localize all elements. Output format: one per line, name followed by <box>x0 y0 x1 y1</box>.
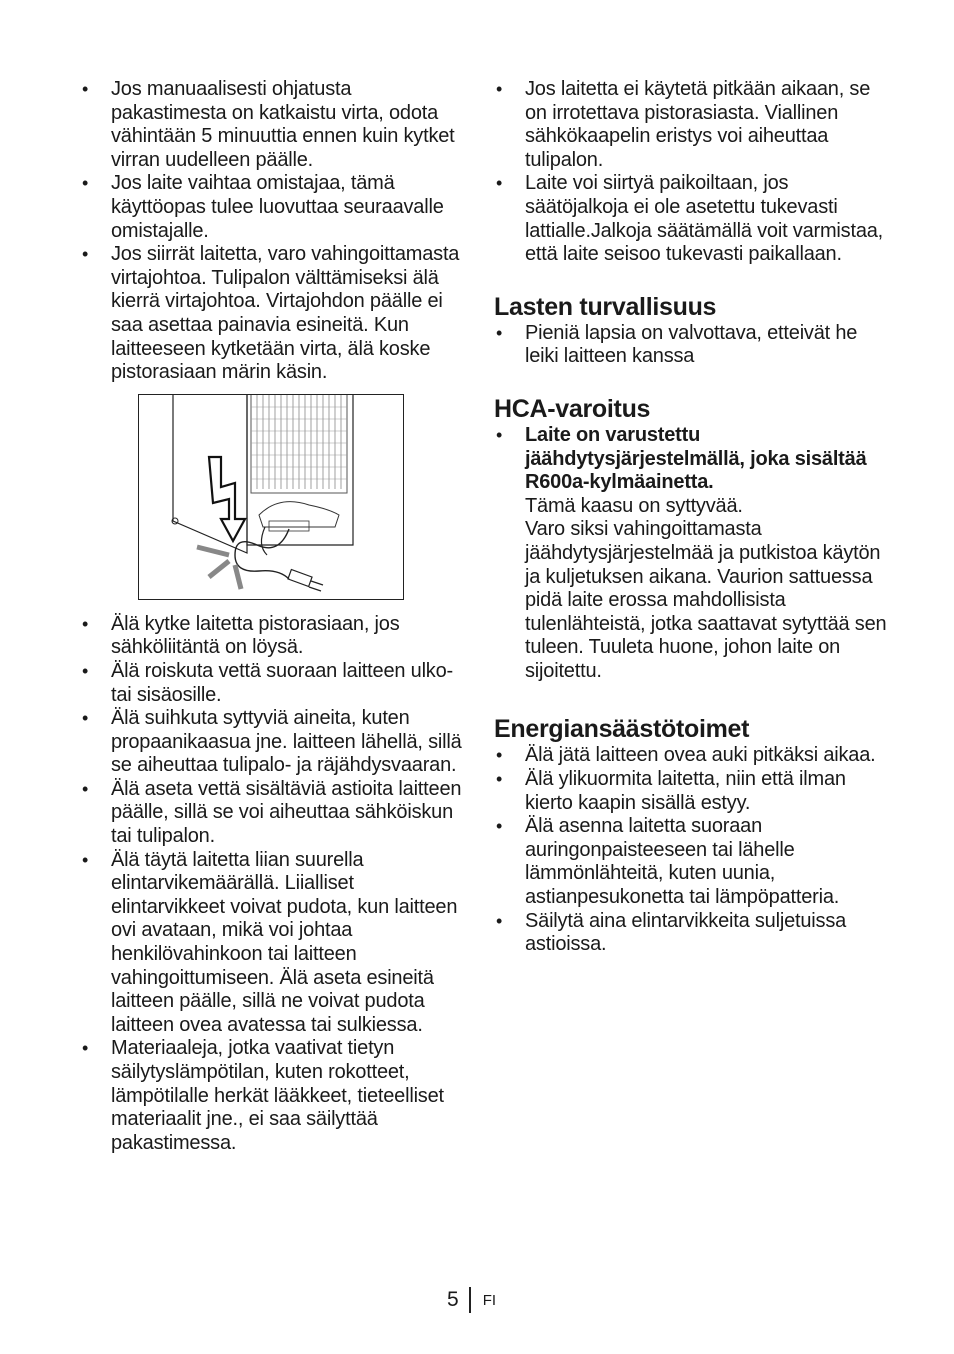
left-bullets-top <box>80 78 470 385</box>
footer-divider <box>469 1287 471 1313</box>
page-number: 5 <box>447 1288 459 1311</box>
energy-list <box>494 744 894 956</box>
list-item: • Säilytä aina elintarvikkeita suljetuissa astioissa. <box>494 910 894 957</box>
hca-bold-text: Laite on varustettu jäähdytysjärjestelmällä, joka sisältää R600a-kylmäainetta. <box>525 423 867 494</box>
list-item: • Laite voi siirtyä paikoiltaan, jos säätöjalkoja ei ole asetettu tukevasti lattialle.Jalkoja säätämällä voit varmistaa, että laite seisoo tukevasti paikallaan. <box>494 172 894 266</box>
list-item: • Jos laitetta ei käytetä pitkään aikaan, se on irrotettava pistorasiasta. Viallinen sähkökaapelin eristys voi aiheuttaa tulipalon. <box>494 78 894 172</box>
list-item: • Jos laite vaihtaa omistajaa, tämä käyttöopas tulee luovuttaa seuraavalle omistajalle. <box>80 172 470 243</box>
fridge-back-plug-drawing <box>139 395 403 599</box>
power-cord-warning-illustration <box>138 394 404 600</box>
list-item: • Älä täytä laitetta liian suurella elintarvikemäärällä. Liialliset elintarvikkeet voivat pudota, kun laitteen ovi avataan, mikä voi johtaa henkilövahinkoon tai laitteen vahingoittumiseen. Älä aseta esineitä laitteen päälle, sillä ne voivat pudota laitteen ovea avatessa tai sulkiessa. <box>80 849 470 1038</box>
child-safety-list <box>494 322 894 369</box>
list-item: • Älä asenna laitetta suoraan auringonpaisteeseen tai lähelle lämmönlähteitä, kuten uunia, astianpesukonetta tai lämpöpatteria. <box>494 815 894 909</box>
list-item: • Jos manuaalisesti ohjatusta pakastimesta on katkaistu virta, odota vähintään 5 minuuttia ennen kuin kytket virran uudelleen päälle. <box>80 78 470 172</box>
list-item: • Materiaaleja, jotka vaativat tietyn säilytyslämpötilan, kuten rokotteet, lämpötilalle herkät lääkkeet, tieteelliset materiaalit jne., ei saa säilyttää pakastimessa. <box>80 1037 470 1155</box>
list-item <box>494 424 894 684</box>
list-item: • Älä roiskuta vettä suoraan laitteen ulko- tai sisäosille. <box>80 660 470 707</box>
language-code: FI <box>482 1291 497 1309</box>
left-column <box>80 78 470 1155</box>
hca-text-2: Varo siksi vahingoittamasta jäähdytysjärjestelmää ja putkistoa käytön ja kuljetuksen aikana. Vaurion sattuessa pidä laite erossa mahdollisista tulenlähteistä, jotka saattavat sytyttää sen tuleen. Tuuleta huone, johon laite on sijoitettu. <box>525 518 887 682</box>
list-item: • Älä aseta vettä sisältäviä astioita laitteen päälle, sillä se voi aiheuttaa sähköiskun tai tulipalon. <box>80 778 470 849</box>
hca-heading: HCA-varoitus <box>494 394 651 423</box>
right-column <box>494 78 894 957</box>
right-bullets-top <box>494 78 894 267</box>
hca-text-1: Tämä kaasu on syttyvää. <box>525 494 743 517</box>
list-item: • Pieniä lapsia on valvottava, etteivät he leiki laitteen kanssa <box>494 322 894 369</box>
energy-heading: Energiansäästötoimet <box>494 715 750 744</box>
child-safety-heading: Lasten turvallisuus <box>494 292 717 321</box>
list-item: • Älä ylikuormita laitetta, niin että ilman kierto kaapin sisällä estyy. <box>494 768 894 815</box>
list-item: • Jos siirrät laitetta, varo vahingoittamasta virtajohtoa. Tulipalon välttämiseksi älä kierrä virtajohtoa. Virtajohdon päälle ei saa asettaa painavia esineitä. Kun laitteeseen kytketään virta, älä koske pistorasiaan märin käsin. <box>80 243 470 385</box>
page-footer <box>447 1287 496 1313</box>
left-bullets-bottom <box>80 613 470 1156</box>
list-item: • Älä jätä laitteen ovea auki pitkäksi aikaa. <box>494 744 894 768</box>
hca-list <box>494 424 894 684</box>
list-item: • Älä suihkuta syttyviä aineita, kuten propaanikaasua jne. laitteen lähellä, sillä se aiheuttaa tulipalo- ja räjähdysvaaran. <box>80 707 470 778</box>
list-item: • Älä kytke laitetta pistorasiaan, jos sähköliitäntä on löysä. <box>80 613 470 660</box>
